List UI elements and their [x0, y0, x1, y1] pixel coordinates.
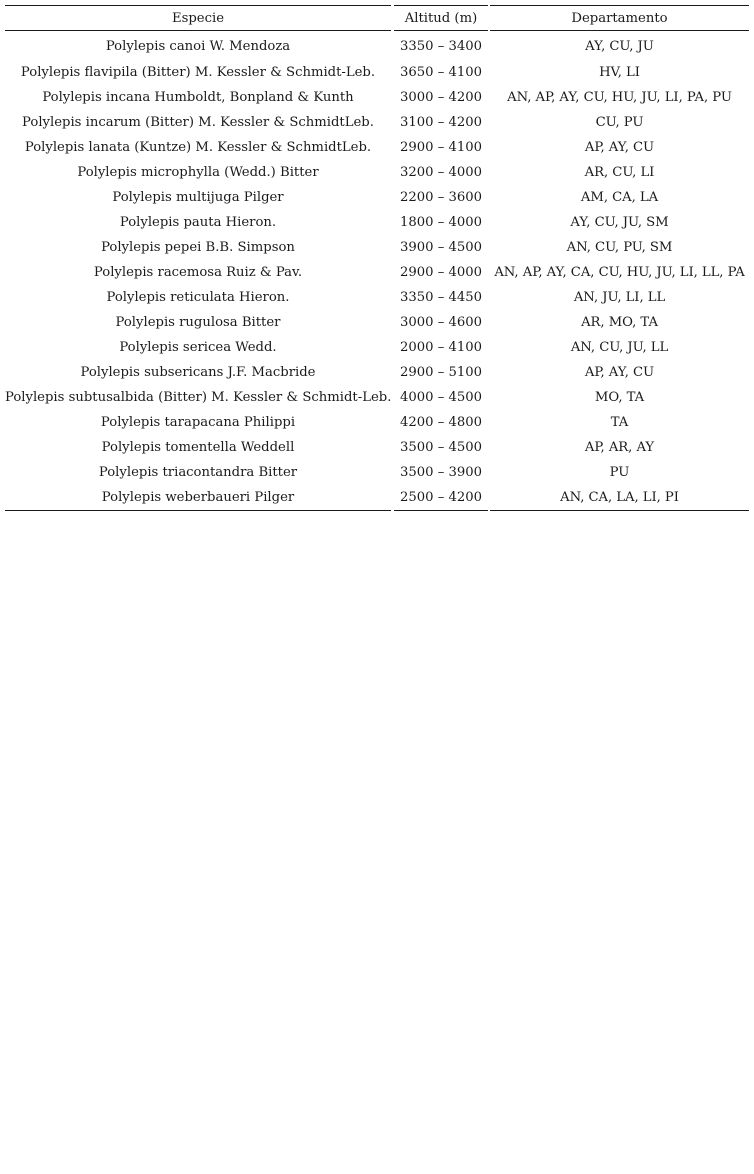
cell-altitud: 3500 – 3900: [399, 465, 483, 480]
cell-especie: Polylepis incana Humboldt, Bonpland & Kunth: [42, 90, 354, 105]
cell-altitud: 1800 – 4000: [399, 215, 483, 230]
cell-altitud: 2900 – 5100: [399, 365, 483, 380]
cell-departamento: MO, TA: [594, 390, 645, 405]
cell-especie: Polylepis pauta Hieron.: [119, 215, 277, 230]
cell-altitud: 3650 – 4100: [399, 65, 483, 80]
table-body: [5, 31, 749, 511]
cell-departamento: AN, CA, LA, LI, PI: [490, 485, 749, 511]
cell-especie: Polylepis rugulosa Bitter: [115, 315, 281, 330]
cell-departamento: TA: [610, 415, 629, 430]
cell-altitud: 2900 – 4000: [399, 265, 483, 280]
cell-especie: Polylepis sericea Wedd.: [119, 340, 277, 355]
cell-altitud: 4000 – 4500: [399, 390, 483, 405]
table-row: [5, 235, 749, 260]
cell-altitud: 3350 – 3400: [399, 39, 483, 54]
table-row: [5, 85, 749, 110]
cell-departamento: AN, AP, AY, CU, HU, JU, LI, PA, PU: [507, 90, 732, 105]
cell-departamento: HV, LI: [599, 65, 640, 80]
species-table: [5, 5, 749, 511]
table-row: [5, 360, 749, 385]
cell-altitud: 2500 – 4200: [394, 485, 488, 511]
cell-especie: Polylepis canoi W. Mendoza: [105, 39, 291, 54]
cell-departamento: AP, AR, AY: [584, 440, 655, 455]
cell-especie: Polylepis tarapacana Philippi: [100, 415, 296, 430]
cell-altitud: 2000 – 4100: [399, 340, 483, 355]
header-row: [5, 5, 749, 31]
table-row: [5, 160, 749, 185]
table-row: [5, 285, 749, 310]
cell-departamento: AN, CU, JU, LL: [570, 340, 669, 355]
cell-altitud: 3350 – 4450: [399, 290, 483, 305]
cell-departamento: AM, CA, LA: [580, 190, 659, 205]
cell-especie: Polylepis subtusalbida (Bitter) M. Kessler & Schmidt-Leb.: [5, 390, 392, 405]
cell-especie: Polylepis pepei B.B. Simpson: [101, 240, 295, 255]
table-row: [5, 310, 749, 335]
cell-departamento: PU: [609, 465, 630, 480]
cell-especie: Polylepis weberbaueri Pilger: [5, 485, 391, 511]
cell-altitud: 3900 – 4500: [399, 240, 483, 255]
cell-altitud: 4200 – 4800: [399, 415, 483, 430]
cell-departamento: CU, PU: [595, 115, 644, 130]
cell-departamento: AN, CU, PU, SM: [566, 240, 673, 255]
cell-especie: Polylepis racemosa Ruiz & Pav.: [93, 265, 303, 280]
header-departamento: Departamento: [490, 5, 749, 31]
table-row: [5, 210, 749, 235]
header-altitud: Altitud (m): [394, 5, 488, 31]
table-row: [5, 185, 749, 210]
cell-departamento: AN, AP, AY, CA, CU, HU, JU, LI, LL, PA: [494, 265, 745, 280]
cell-departamento: AR, CU, LI: [584, 165, 655, 180]
cell-especie: Polylepis flavipila (Bitter) M. Kessler & Schmidt-Leb.: [20, 65, 376, 80]
table-row: [5, 435, 749, 460]
cell-departamento: AP, AY, CU: [584, 140, 655, 155]
cell-especie: Polylepis lanata (Kuntze) M. Kessler & SchmidtLeb.: [24, 140, 372, 155]
cell-especie: Polylepis reticulata Hieron.: [106, 290, 290, 305]
cell-especie: Polylepis incarum (Bitter) M. Kessler & SchmidtLeb.: [22, 115, 374, 130]
cell-altitud: 2200 – 3600: [399, 190, 483, 205]
cell-departamento: AY, CU, JU: [585, 39, 654, 54]
cell-departamento: AR, MO, TA: [581, 315, 658, 330]
cell-especie: Polylepis triacontandra Bitter: [98, 465, 298, 480]
table-row: [5, 485, 749, 511]
table-row: [5, 385, 749, 410]
cell-altitud: 3000 – 4600: [399, 315, 483, 330]
table-row: [5, 460, 749, 485]
cell-departamento: AP, AY, CU: [584, 365, 655, 380]
table-row: [5, 135, 749, 160]
table-row: [5, 410, 749, 435]
cell-altitud: 2900 – 4100: [399, 140, 483, 155]
cell-altitud: 3200 – 4000: [399, 165, 483, 180]
cell-especie: Polylepis multijuga Pilger: [112, 190, 284, 205]
table-row: [5, 60, 749, 85]
table-row: [5, 260, 749, 285]
cell-especie: Polylepis microphylla (Wedd.) Bitter: [77, 165, 319, 180]
table-row: [5, 110, 749, 135]
cell-especie: Polylepis tomentella Weddell: [101, 440, 295, 455]
cell-altitud: 3000 – 4200: [399, 90, 483, 105]
cell-altitud: 3100 – 4200: [399, 115, 483, 130]
table-row: [5, 31, 749, 60]
cell-altitud: 3500 – 4500: [399, 440, 483, 455]
cell-especie: Polylepis subsericans J.F. Macbride: [80, 365, 316, 380]
header-especie: Especie: [5, 5, 391, 31]
table-row: [5, 335, 749, 360]
cell-departamento: AY, CU, JU, SM: [570, 215, 669, 230]
cell-departamento: AN, JU, LI, LL: [573, 290, 666, 305]
